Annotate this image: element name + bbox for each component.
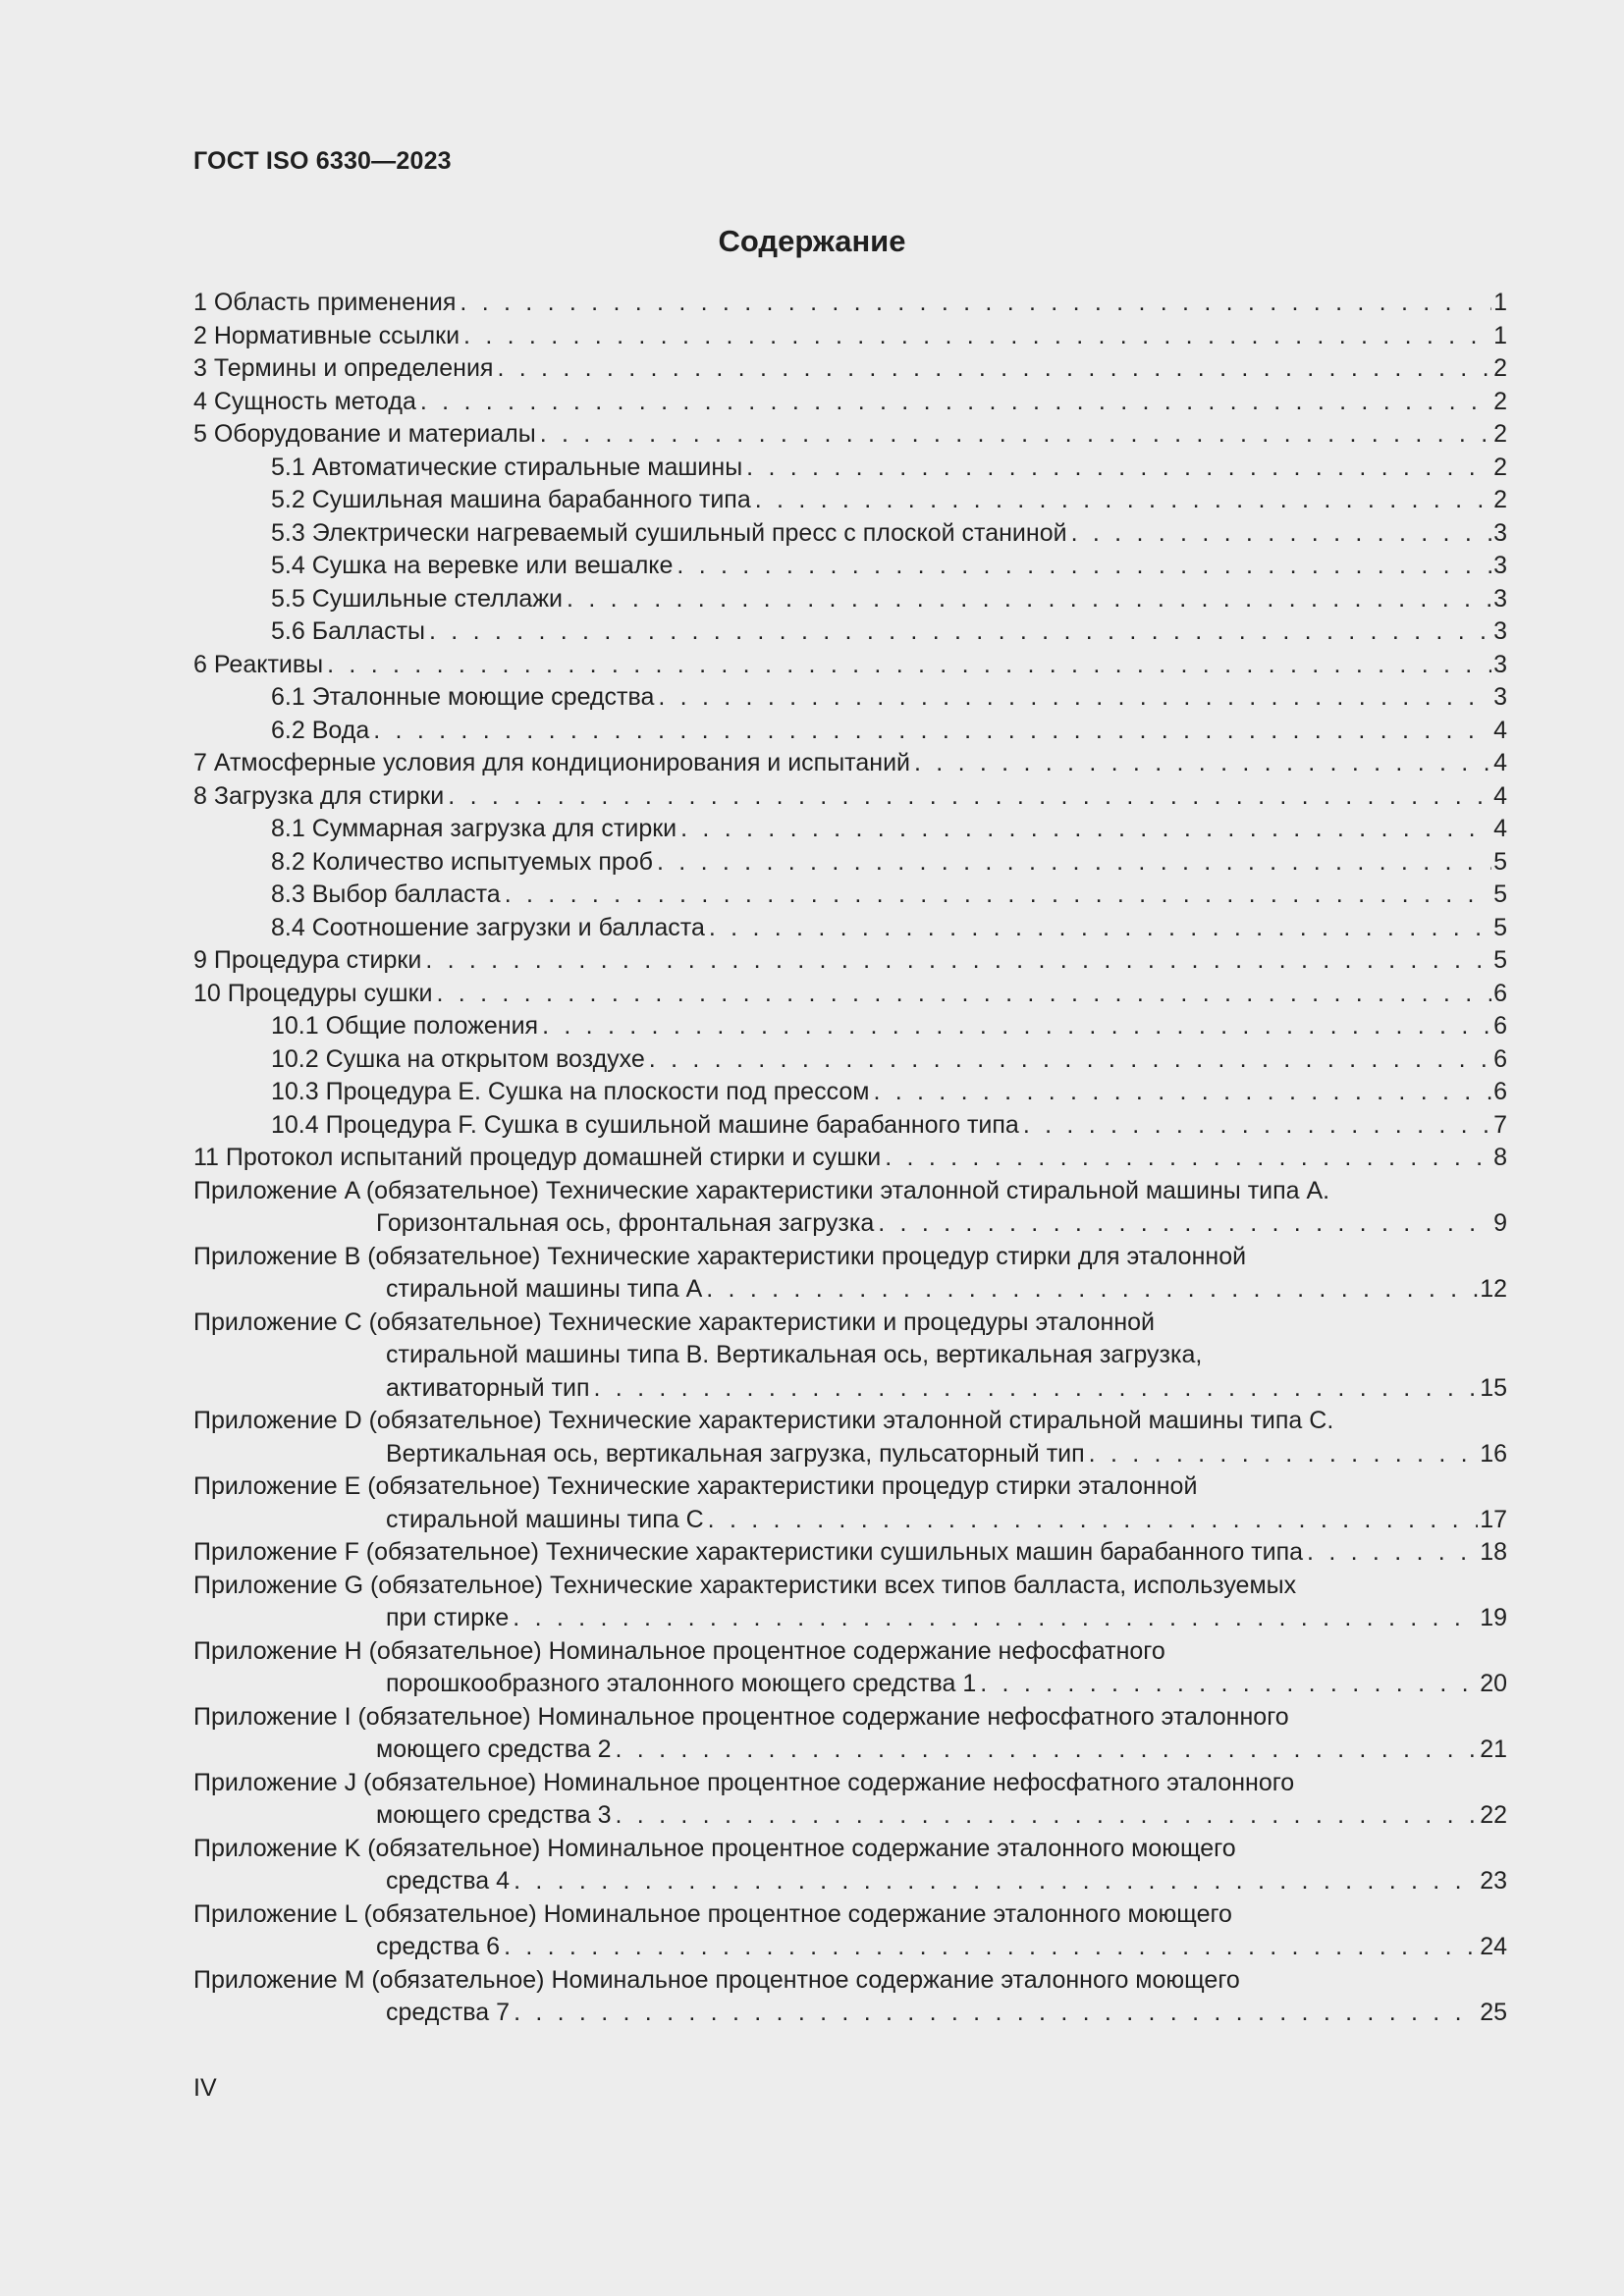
- toc-page-number: 19: [1480, 1604, 1507, 1631]
- toc-page-number: 4: [1493, 815, 1507, 842]
- toc-entry[interactable]: [193, 649, 1507, 682]
- toc-entry-text: активаторный тип: [386, 1373, 590, 1402]
- dot-leader: [873, 1076, 1491, 1109]
- toc-annex-line: Приложение L (обязательное) Номинальное процентное содержание эталонного моющего: [193, 1899, 1232, 1928]
- toc-entry-text: Вертикальная ось, вертикальная загрузка, пульсаторный тип: [386, 1439, 1085, 1468]
- toc-annex-entry[interactable]: [193, 1470, 1507, 1536]
- toc-annex-entry[interactable]: [193, 1701, 1507, 1767]
- dot-leader: [616, 1799, 1479, 1833]
- dot-leader: [658, 681, 1491, 715]
- toc-page-number: 3: [1493, 518, 1507, 547]
- toc-entry-text: 6 Реактивы: [193, 650, 324, 678]
- toc-entry-text: 6.1 Эталонные моющие средства: [271, 683, 655, 711]
- toc-entry[interactable]: [193, 846, 1507, 880]
- dot-leader: [746, 452, 1491, 485]
- toc-page-number: 6: [1493, 1044, 1507, 1073]
- dot-leader: [708, 1504, 1479, 1537]
- toc-page-number: 18: [1480, 1538, 1507, 1566]
- toc-entry[interactable]: [193, 352, 1507, 386]
- toc-page-number: 24: [1480, 1933, 1507, 1960]
- dot-leader: [914, 747, 1491, 780]
- dot-leader: [437, 978, 1492, 1011]
- toc-page-number: 5: [1493, 881, 1507, 908]
- toc-entry-text: 10 Процедуры сушки: [193, 979, 433, 1007]
- toc-entry-text: 5.6 Балласты: [271, 617, 426, 645]
- toc-annex-line: Приложение A (обязательное) Технические характеристики эталонной стиральной машины типа A.: [193, 1176, 1330, 1204]
- toc-entry-text: при стирке: [386, 1604, 510, 1631]
- toc-annex-entry[interactable]: [193, 1635, 1507, 1701]
- toc-entry-text: средства 6: [376, 1933, 501, 1960]
- toc-entry[interactable]: [193, 1043, 1507, 1077]
- toc-annex-line: стиральной машины типа B. Вертикальная ось, вертикальная загрузка,: [386, 1341, 1203, 1368]
- dot-leader: [657, 846, 1491, 880]
- dot-leader: [327, 649, 1491, 682]
- toc-entry-text: 2 Нормативные ссылки: [193, 321, 460, 349]
- dot-leader: [463, 320, 1491, 353]
- toc-entry[interactable]: [193, 715, 1507, 748]
- dot-leader: [706, 1273, 1478, 1307]
- toc-page-number: 1: [1493, 321, 1507, 349]
- toc-entry-text: 5.5 Сушильные стеллажи: [271, 584, 564, 613]
- toc-entry-text: 6.2 Вода: [271, 716, 370, 744]
- toc-page-number: 20: [1480, 1670, 1507, 1697]
- toc-entry-text: 10.3 Процедура E. Сушка на плоскости под прессом: [271, 1078, 870, 1105]
- dot-leader: [460, 287, 1491, 320]
- toc-entry-text: порошкообразного эталонного моющего средства 1: [386, 1670, 977, 1697]
- toc-page-number: 6: [1493, 1012, 1507, 1040]
- toc-entry[interactable]: [193, 1076, 1507, 1109]
- dot-leader: [448, 780, 1491, 814]
- toc-page-number: 3: [1493, 552, 1507, 579]
- toc-title: Содержание: [718, 224, 906, 258]
- dot-leader: [504, 1931, 1478, 1964]
- toc-page-number: 4: [1493, 716, 1507, 744]
- toc-entry-text: 1 Область применения: [193, 289, 457, 316]
- dot-leader: [680, 813, 1491, 846]
- dot-leader: [878, 1207, 1491, 1241]
- dot-leader: [885, 1142, 1491, 1175]
- toc-annex-line: Приложение H (обязательное) Номинальное процентное содержание нефосфатного: [193, 1636, 1165, 1665]
- toc-entry-text: 5.4 Сушка на веревке или вешалке: [271, 552, 674, 579]
- dot-leader: [514, 1865, 1478, 1898]
- toc-page-number: 2: [1493, 420, 1507, 448]
- toc-entry-text: 5.2 Сушильная машина барабанного типа: [271, 486, 751, 513]
- dot-leader: [567, 583, 1491, 616]
- toc-entry[interactable]: [193, 879, 1507, 912]
- toc-page-number: 17: [1480, 1505, 1507, 1533]
- dot-leader: [514, 1997, 1478, 2030]
- table-of-contents: [193, 287, 1507, 2030]
- toc-entry[interactable]: [193, 747, 1507, 780]
- toc-entry-text: 9 Процедура стирки: [193, 946, 422, 974]
- toc-annex-entry[interactable]: [193, 1964, 1507, 2030]
- toc-annex-entry[interactable]: [193, 1241, 1507, 1307]
- toc-entry-text: средства 4: [386, 1867, 511, 1895]
- toc-annex-line: Приложение M (обязательное) Номинальное процентное содержание эталонного моющего: [193, 1965, 1240, 1994]
- toc-entry[interactable]: [193, 550, 1507, 583]
- toc-page-number: 5: [1493, 847, 1507, 876]
- dot-leader: [755, 484, 1491, 517]
- toc-annex-line: Приложение J (обязательное) Номинальное процентное содержание нефосфатного эталонного: [193, 1768, 1295, 1796]
- toc-annex-line: Приложение I (обязательное) Номинальное процентное содержание нефосфатного эталонного: [193, 1702, 1289, 1731]
- document-header: ГОСТ ISO 6330—2023: [193, 147, 452, 175]
- toc-annex-entry[interactable]: [193, 1570, 1507, 1635]
- toc-page-number: 2: [1493, 354, 1507, 382]
- toc-entry-text: моющего средства 2: [376, 1735, 612, 1763]
- toc-entry-text: Приложение F (обязательное) Технические характеристики сушильных машин барабанного типа: [193, 1538, 1304, 1566]
- toc-entry[interactable]: [193, 780, 1507, 814]
- dot-leader: [709, 912, 1491, 945]
- dot-leader: [677, 550, 1491, 583]
- dot-leader: [497, 352, 1491, 386]
- toc-page-number: 2: [1493, 453, 1507, 481]
- page-number-footer: IV: [193, 2074, 217, 2102]
- dot-leader: [1071, 517, 1492, 551]
- toc-entry-text: стиральной машины типа C: [386, 1505, 704, 1533]
- toc-annex-line: Приложение E (обязательное) Технические характеристики процедур стирки эталонной: [193, 1472, 1198, 1500]
- dot-leader: [1023, 1109, 1491, 1143]
- toc-entry[interactable]: [193, 386, 1507, 419]
- toc-page-number: 2: [1493, 387, 1507, 415]
- dot-leader: [1089, 1438, 1479, 1471]
- dot-leader: [540, 418, 1491, 452]
- toc-entry[interactable]: [193, 418, 1507, 452]
- toc-entry-text: 5.1 Автоматические стиральные машины: [271, 453, 743, 481]
- dot-leader: [505, 879, 1491, 912]
- dot-leader: [429, 615, 1491, 649]
- toc-page-number: 3: [1493, 617, 1507, 645]
- toc-entry[interactable]: [193, 615, 1507, 649]
- toc-annex-line: Приложение B (обязательное) Технические характеристики процедур стирки для эталонной: [193, 1242, 1247, 1270]
- toc-page-number: 5: [1493, 913, 1507, 941]
- toc-page-number: 4: [1493, 781, 1507, 810]
- toc-entry-text: стиральной машины типа A: [386, 1275, 703, 1303]
- dot-leader: [1307, 1536, 1478, 1570]
- toc-entry-text: 7 Атмосферные условия для кондиционирования и испытаний: [193, 749, 910, 776]
- toc-entry[interactable]: [193, 1142, 1507, 1175]
- toc-annex-entry[interactable]: [193, 1767, 1507, 1833]
- toc-entry-text: 5 Оборудование и материалы: [193, 420, 536, 448]
- dot-leader: [616, 1734, 1479, 1767]
- toc-entry-text: 8.2 Количество испытуемых проб: [271, 847, 653, 876]
- dot-leader: [420, 386, 1491, 419]
- toc-entry[interactable]: [193, 484, 1507, 517]
- toc-annex-entry[interactable]: [193, 1307, 1507, 1406]
- toc-page-number: 15: [1480, 1373, 1507, 1402]
- toc-entry-text: 3 Термины и определения: [193, 354, 494, 382]
- toc-annex-entry[interactable]: [193, 1898, 1507, 1964]
- toc-annex-entry[interactable]: [193, 1536, 1507, 1570]
- toc-entry[interactable]: [193, 813, 1507, 846]
- toc-entry[interactable]: [193, 583, 1507, 616]
- toc-entry[interactable]: [193, 287, 1507, 320]
- toc-page-number: 22: [1480, 1801, 1507, 1829]
- toc-annex-line: Приложение D (обязательное) Технические характеристики эталонной стиральной машины типа C.: [193, 1407, 1334, 1434]
- toc-entry-text: 5.3 Электрически нагреваемый сушильный пресс с плоской станиной: [271, 518, 1067, 547]
- toc-page-number: 3: [1493, 683, 1507, 711]
- toc-page-number: 5: [1493, 946, 1507, 974]
- toc-entry[interactable]: [193, 1010, 1507, 1043]
- toc-page-number: 21: [1480, 1735, 1507, 1763]
- toc-annex-entry[interactable]: [193, 1833, 1507, 1898]
- toc-page-number: 8: [1493, 1144, 1507, 1171]
- toc-entry[interactable]: [193, 320, 1507, 353]
- toc-entry-text: 4 Сущность метода: [193, 387, 416, 415]
- toc-page-number: 12: [1480, 1275, 1507, 1303]
- toc-entry-text: 10.1 Общие положения: [271, 1012, 539, 1040]
- toc-annex-entry[interactable]: [193, 1175, 1507, 1241]
- dot-leader: [425, 944, 1491, 978]
- toc-annex-line: Приложение C (обязательное) Технические характеристики и процедуры эталонной: [193, 1308, 1156, 1336]
- toc-entry-text: 11 Протокол испытаний процедур домашней стирки и сушки: [193, 1144, 882, 1171]
- dot-leader: [649, 1043, 1491, 1077]
- dot-leader: [542, 1010, 1491, 1043]
- toc-page-number: 1: [1493, 289, 1507, 316]
- toc-entry-text: 10.4 Процедура F. Сушка в сушильной машине барабанного типа: [271, 1110, 1019, 1139]
- toc-page-number: 3: [1493, 584, 1507, 613]
- toc-entry[interactable]: [193, 517, 1507, 551]
- toc-page-number: 6: [1493, 979, 1507, 1007]
- dot-leader: [594, 1372, 1479, 1406]
- toc-entry-text: 8 Загрузка для стирки: [193, 781, 445, 810]
- toc-page-number: 2: [1493, 486, 1507, 513]
- toc-entry-text: 8.4 Соотношение загрузки и балласта: [271, 913, 705, 941]
- toc-page-number: 9: [1493, 1209, 1507, 1237]
- toc-entry-text: средства 7: [386, 1999, 511, 2026]
- toc-entry-text: 8.1 Суммарная загрузка для стирки: [271, 815, 677, 842]
- toc-entry[interactable]: [193, 681, 1507, 715]
- toc-page-number: 7: [1493, 1110, 1507, 1139]
- toc-entry[interactable]: [193, 978, 1507, 1011]
- toc-annex-line: Приложение K (обязательное) Номинальное процентное содержание эталонного моющего: [193, 1834, 1236, 1862]
- toc-entry-text: 10.2 Сушка на открытом воздухе: [271, 1044, 645, 1073]
- toc-page-number: 6: [1493, 1078, 1507, 1105]
- dot-leader: [980, 1668, 1478, 1701]
- toc-page-number: 16: [1480, 1439, 1507, 1468]
- toc-entry[interactable]: [193, 452, 1507, 485]
- toc-entry-text: 8.3 Выбор балласта: [271, 881, 501, 908]
- toc-annex-entry[interactable]: [193, 1405, 1507, 1470]
- toc-page-number: 4: [1493, 749, 1507, 776]
- toc-entry[interactable]: [193, 1109, 1507, 1143]
- toc-annex-line: Приложение G (обязательное) Технические характеристики всех типов балласта, используемых: [193, 1571, 1297, 1599]
- dot-leader: [373, 715, 1491, 748]
- toc-page-number: 25: [1480, 1999, 1507, 2026]
- toc-page-number: 3: [1493, 650, 1507, 678]
- toc-page-number: 23: [1480, 1867, 1507, 1895]
- dot-leader: [513, 1602, 1478, 1635]
- toc-entry[interactable]: [193, 944, 1507, 978]
- toc-entry-text: Горизонтальная ось, фронтальная загрузка: [376, 1209, 875, 1237]
- toc-entry-text: моющего средства 3: [376, 1801, 612, 1829]
- toc-entry[interactable]: [193, 912, 1507, 945]
